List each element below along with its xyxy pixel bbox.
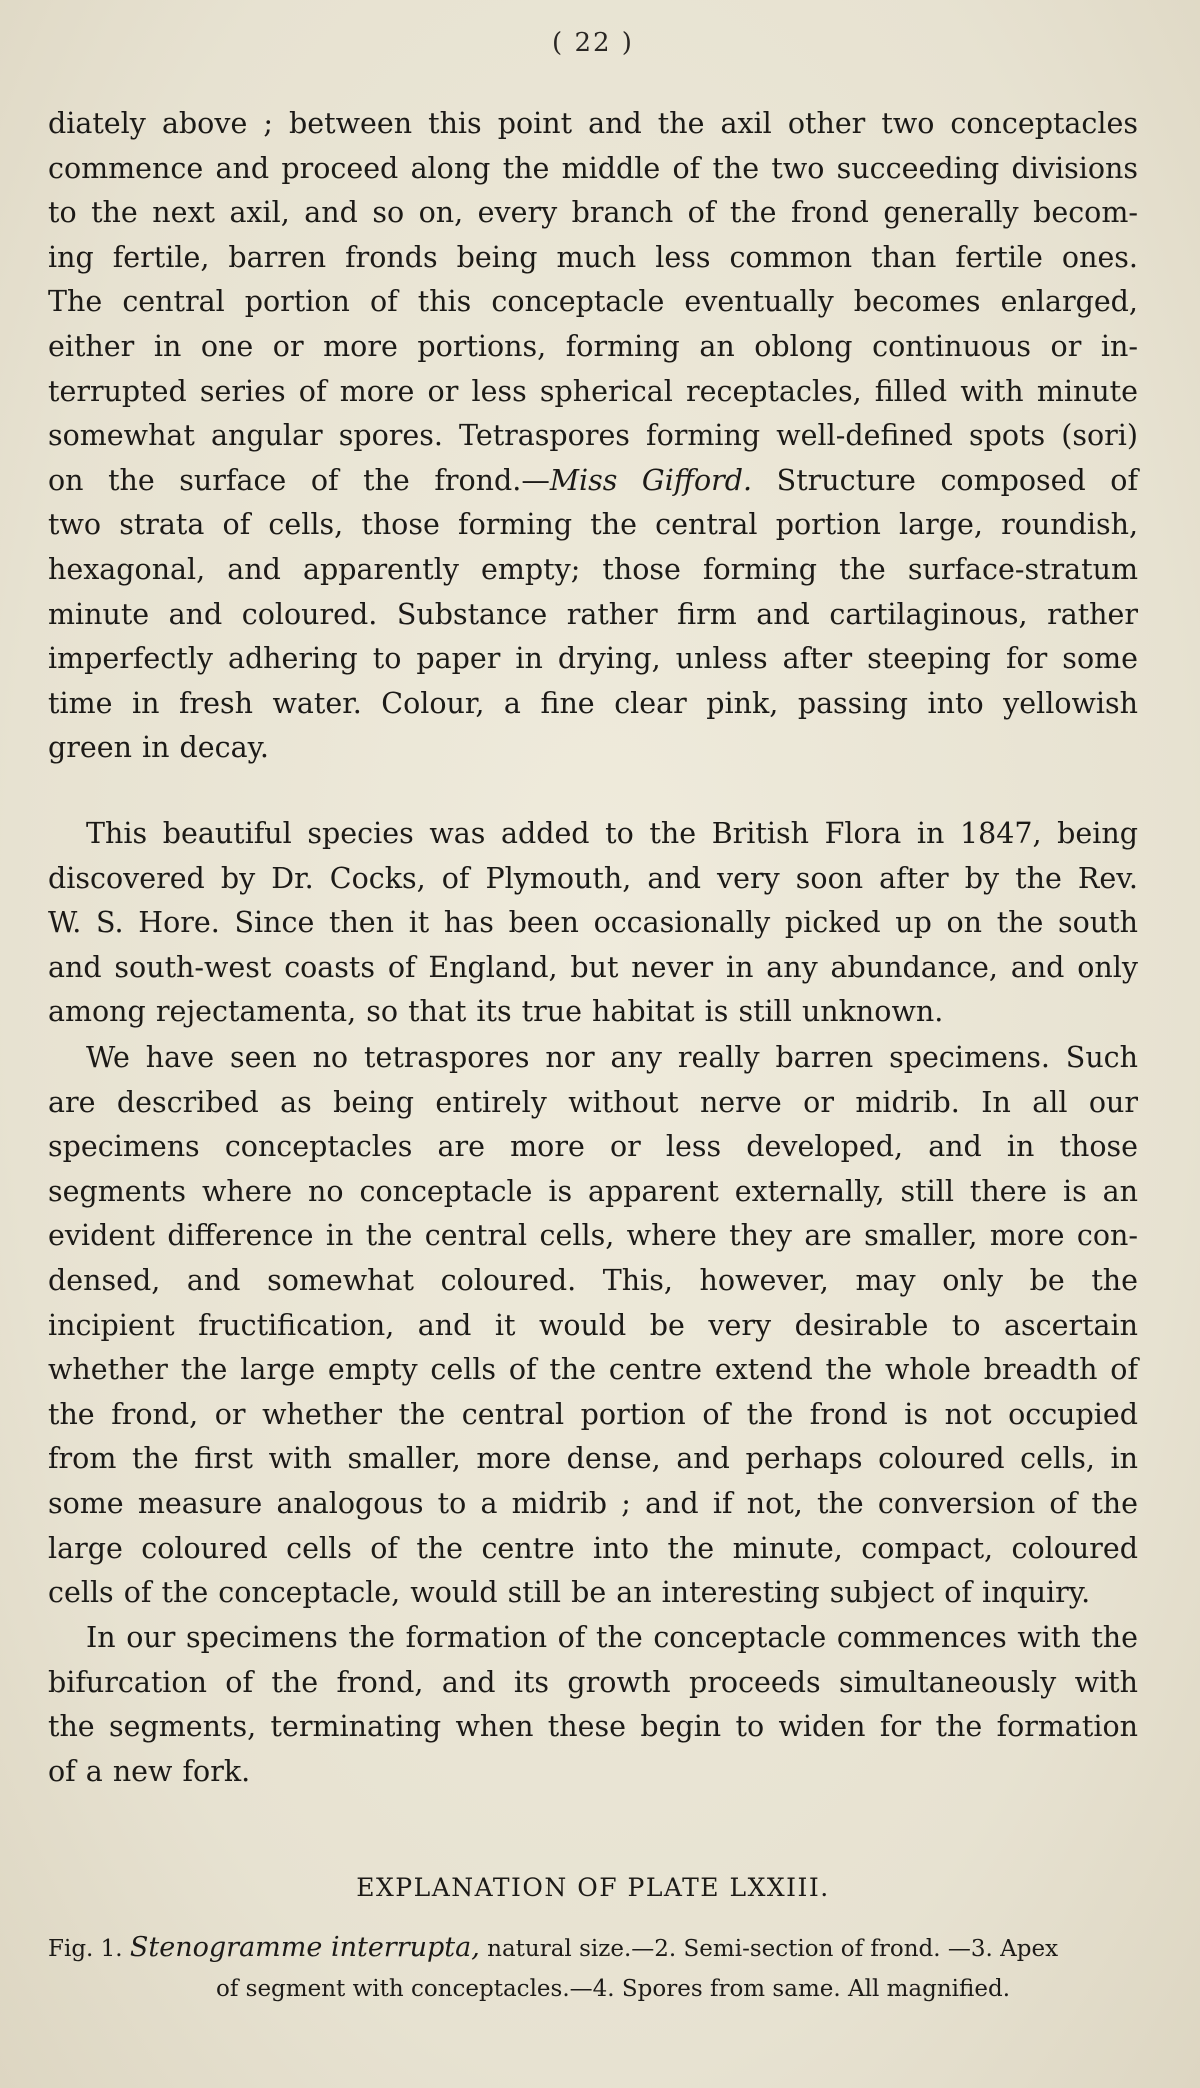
text-line: among rejectamenta, so that its true habitat is still unknown. (48, 995, 944, 1029)
text-line: from the first with smaller, more dense, and perhaps coloured cells, in (48, 1442, 1138, 1476)
text-line: green in decay. (48, 731, 269, 765)
text-line: This beautiful species was added to the British Flora in 1847, being (86, 817, 1138, 850)
text-line: are described as being entirely without nerve or midrib. In all our (48, 1085, 1138, 1119)
text-line: cells of the conceptacle, would still be an interesting subject of inquiry. (48, 1576, 1091, 1610)
text-line: of a new fork. (48, 1754, 251, 1788)
text-line: time in fresh water. Colour, a fine clear pink, passing into yellowish (48, 686, 1138, 720)
text-line: incipient fructification, and it would be very desirable to ascertain (48, 1308, 1138, 1342)
figure-label: Fig. 1. (48, 1936, 130, 1962)
text-line: to the next axil, and so on, every branch of the frond generally becom- (48, 196, 1138, 230)
text-line: the frond, or whether the central portion of the frond is not occupied (48, 1397, 1138, 1431)
document-page (48, 0, 1138, 2088)
paragraph-description (48, 102, 1138, 771)
text-line: the segments, terminating when these begin to widen for the formation (48, 1710, 1138, 1744)
text-line (48, 459, 1138, 504)
text-line: bifurcation of the frond, and its growth proceeds simultaneously with (48, 1665, 1138, 1699)
caption-text: natural size.—2. Semi-section of frond. —3. Apex (479, 1936, 1059, 1962)
text-line: hexagonal, and apparently empty; those forming the surface-stratum (48, 552, 1138, 586)
attribution-italic: Miss Gifford. (549, 463, 753, 497)
paragraph-observations (48, 1036, 1138, 1616)
text-line: somewhat angular spores. Tetraspores forming well-defined spots (sori) (48, 419, 1138, 453)
text-line: commence and proceed along the middle of the two succeeding divisions (48, 151, 1138, 185)
text-line: imperfectly adhering to paper in drying, unless after steeping for some (48, 642, 1138, 676)
text-segment: Structure composed of (752, 463, 1138, 497)
plate-heading: EXPLANATION OF PLATE LXXIII. (356, 1873, 830, 1902)
text-line: evident difference in the central cells, where they are smaller, more con- (48, 1219, 1138, 1253)
paragraph-history (48, 812, 1138, 1035)
text-line: We have seen no tetraspores nor any really barren specimens. Such (86, 1041, 1138, 1074)
text-line: whether the large empty cells of the centre extend the whole breadth of (48, 1353, 1138, 1387)
caption-line: of segment with conceptacles.—4. Spores from same. All magnified. (215, 1976, 1011, 2002)
text-line: diately above ; between this point and the axil other two conceptacles (48, 107, 1138, 140)
text-line: ing fertile, barren fronds being much less common than fertile ones. (48, 240, 1138, 274)
text-line: specimens conceptacles are more or less developed, and in those (48, 1130, 1138, 1164)
text-line: some measure analogous to a midrib ; and if not, the conversion of the (48, 1486, 1138, 1520)
page-number: ( 22 ) (552, 28, 634, 58)
text-line: discovered by Dr. Cocks, of Plymouth, and very soon after by the Rev. (48, 861, 1138, 895)
text-line: In our specimens the formation of the conceptacle commences with the (86, 1621, 1138, 1654)
text-line: segments where no conceptacle is apparent externally, still there is an (48, 1174, 1138, 1208)
paragraph-formation (48, 1616, 1138, 1794)
text-line: two strata of cells, those forming the central portion large, roundish, (48, 508, 1138, 542)
text-line: minute and coloured. Substance rather firm and cartilaginous, rather (48, 597, 1138, 631)
text-line: and south-west coasts of England, but never in any abundance, and only (48, 950, 1138, 984)
plate-caption (48, 1928, 1138, 2009)
text-segment: on the surface of the frond.— (48, 463, 550, 497)
text-line: densed, and somewhat coloured. This, however, may only be the (48, 1263, 1138, 1297)
text-line: The central portion of this conceptacle eventually becomes enlarged, (48, 285, 1138, 319)
species-name-italic: Stenogramme interrupta, (129, 1932, 480, 1963)
text-line: either in one or more portions, forming an oblong continuous or in- (48, 329, 1138, 363)
text-line: large coloured cells of the centre into the minute, compact, coloured (48, 1531, 1138, 1565)
text-line: W. S. Hore. Since then it has been occasionally picked up on the south (48, 906, 1138, 940)
caption-line (48, 1928, 1138, 1969)
text-line: terrupted series of more or less spherical receptacles, filled with minute (48, 374, 1138, 408)
